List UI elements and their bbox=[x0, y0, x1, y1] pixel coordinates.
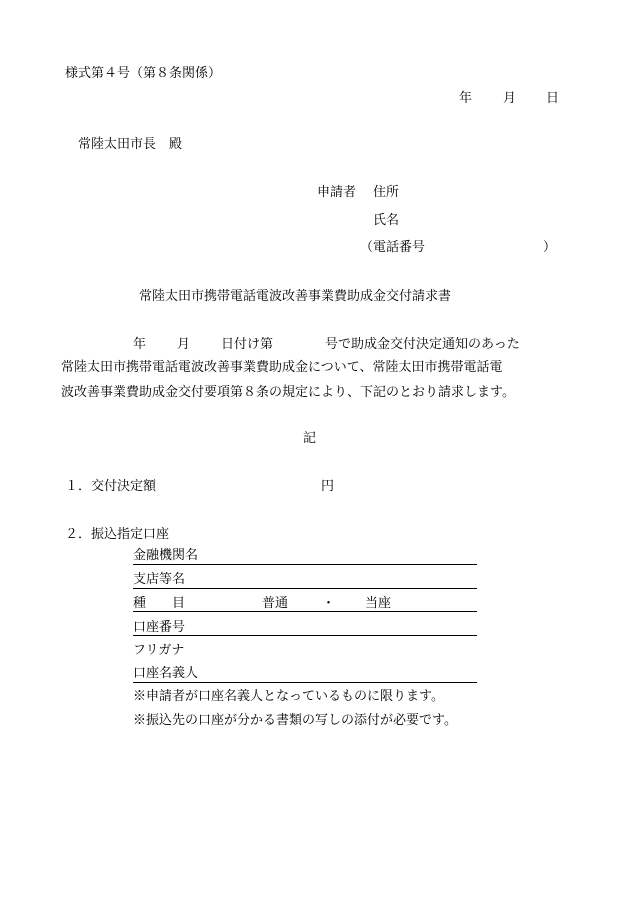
applicant-phone-label: （電話番号 bbox=[360, 240, 426, 255]
branch-label: 支店等名 bbox=[133, 572, 186, 587]
furigana-label: フリガナ bbox=[133, 643, 185, 658]
applicant-address-label: 住所 bbox=[373, 185, 400, 200]
bank-name-label: 金融機関名 bbox=[133, 548, 199, 563]
applicant-name-label: 氏名 bbox=[373, 213, 400, 228]
item1-unit: 円 bbox=[321, 479, 335, 494]
body-year: 年 bbox=[133, 337, 147, 352]
date-month: 月 bbox=[503, 91, 517, 106]
account-number-label: 口座番号 bbox=[133, 620, 186, 635]
body-line-2: 常陸太田市携帯電話電波改善事業費助成金について、常陸太田市携帯電話電 bbox=[61, 360, 503, 375]
item2-label: ２．振込指定口座 bbox=[65, 527, 170, 542]
account-type-separator: ・ bbox=[322, 596, 336, 611]
body-day-dated: 日付け第 bbox=[221, 337, 274, 352]
date-day: 日 bbox=[546, 91, 560, 106]
body-line-3: 波改善事業費助成金交付要項第８条の規定により、下記のとおり請求します。 bbox=[61, 385, 515, 400]
account-holder-label: 口座名義人 bbox=[133, 666, 199, 681]
date-year: 年 bbox=[459, 91, 473, 106]
body-tail: 号で助成金交付決定通知のあった bbox=[325, 337, 520, 352]
account-type-ordinary: 普通 bbox=[262, 596, 289, 611]
applicant-label: 申請者 bbox=[317, 185, 357, 200]
note-1: ※申請者が口座名義人となっているものに限ります。 bbox=[133, 689, 444, 704]
account-number-line bbox=[133, 635, 477, 636]
addressee: 常陸太田市長 殿 bbox=[78, 137, 183, 152]
ki-heading: 記 bbox=[303, 431, 317, 446]
form-number: 様式第４号（第８条関係） bbox=[65, 66, 222, 81]
document-title: 常陸太田市携帯電話電波改善事業費助成金交付請求書 bbox=[139, 289, 452, 304]
item1-label: １．交付決定額 bbox=[65, 479, 157, 494]
account-holder-line bbox=[133, 682, 477, 683]
account-type-current: 当座 bbox=[365, 596, 392, 611]
applicant-phone-close: ） bbox=[543, 240, 557, 255]
branch-line bbox=[133, 588, 477, 589]
body-month: 月 bbox=[177, 337, 191, 352]
note-2: ※振込先の口座が分かる書類の写しの添付が必要です。 bbox=[133, 713, 457, 728]
bank-name-line bbox=[133, 564, 477, 565]
account-type-line bbox=[133, 611, 477, 612]
account-type-label: 種 目 bbox=[133, 596, 186, 611]
